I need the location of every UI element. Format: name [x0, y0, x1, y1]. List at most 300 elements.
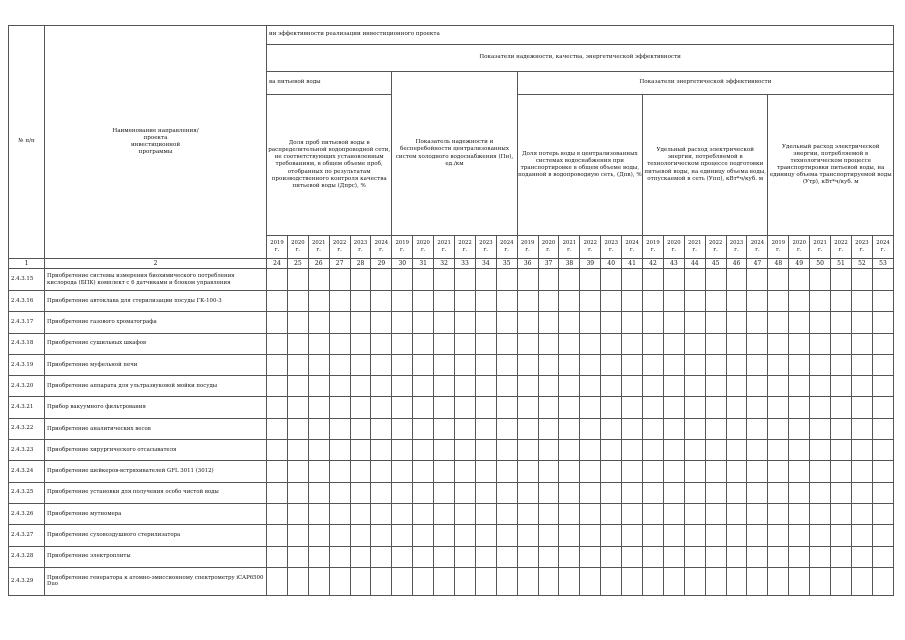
value-cell [747, 397, 768, 418]
column-number: 32 [434, 259, 455, 269]
value-cell [350, 354, 371, 375]
energy-indicator-3: Удельный расход электрической энергии, потребляемой в технологическом процессе транспортировки питьевой воды, на единицу объема транспортируемой воды (Утр), кВт*ч/куб. м [768, 95, 894, 236]
value-cell [580, 291, 601, 312]
value-cell [434, 354, 455, 375]
value-cell [475, 503, 496, 524]
year-value: 2021 [311, 239, 326, 246]
value-cell [517, 440, 538, 461]
value-cell [810, 503, 831, 524]
year-header [517, 236, 538, 259]
value-cell [267, 354, 288, 375]
value-cell [517, 482, 538, 503]
value-cell [371, 503, 392, 524]
value-cell [392, 440, 413, 461]
value-cell [517, 354, 538, 375]
value-cell [580, 354, 601, 375]
value-cell [705, 567, 726, 595]
column-number: 26 [308, 259, 329, 269]
value-cell [267, 546, 288, 567]
value-cell [810, 269, 831, 291]
value-cell [538, 546, 559, 567]
value-cell [768, 418, 789, 439]
value-cell [705, 269, 726, 291]
value-cell [622, 376, 643, 397]
value-cell [851, 397, 872, 418]
value-cell [392, 525, 413, 546]
value-cell [455, 333, 476, 354]
value-cell [329, 567, 350, 595]
year-value: 2019 [270, 239, 284, 246]
year-suffix: г. [838, 247, 844, 253]
value-cell [413, 461, 434, 482]
table-row [9, 269, 894, 291]
year-value: 2020 [291, 239, 305, 246]
year-header [872, 236, 893, 259]
value-cell [538, 312, 559, 333]
column-number: 36 [517, 259, 538, 269]
value-cell [559, 567, 580, 595]
value-cell [308, 418, 329, 439]
value-cell [622, 525, 643, 546]
value-cell [267, 525, 288, 546]
value-cell [538, 376, 559, 397]
value-cell [350, 269, 371, 291]
column-number: 38 [559, 259, 580, 269]
value-cell [287, 503, 308, 524]
value-cell [350, 546, 371, 567]
year-suffix: г. [817, 247, 823, 253]
value-cell [726, 333, 747, 354]
value-cell [601, 418, 622, 439]
value-cell [831, 482, 852, 503]
col-name-header: Наименование направления/ проекта инвестиционной программы [45, 26, 267, 259]
value-cell [747, 354, 768, 375]
table-row [9, 312, 894, 333]
value-cell [267, 333, 288, 354]
value-cell [663, 503, 684, 524]
value-cell [350, 525, 371, 546]
value-cell [789, 376, 810, 397]
value-cell [287, 376, 308, 397]
value-cell [580, 546, 601, 567]
value-cell [475, 376, 496, 397]
value-cell [601, 269, 622, 291]
value-cell [267, 291, 288, 312]
column-number: 53 [872, 259, 893, 269]
value-cell [643, 440, 664, 461]
value-cell [350, 333, 371, 354]
value-cell [810, 418, 831, 439]
value-cell [517, 376, 538, 397]
value-cell [726, 397, 747, 418]
value-cell [831, 291, 852, 312]
year-suffix: г. [629, 247, 635, 253]
row-name: Приобретение мутномера [45, 503, 267, 524]
value-cell [789, 354, 810, 375]
row-name: Приобретение аппарата для ультразвуковой мойки посуды [45, 376, 267, 397]
value-cell [329, 503, 350, 524]
value-cell [726, 525, 747, 546]
value-cell [872, 333, 893, 354]
column-number: 2 [45, 259, 267, 269]
value-cell [455, 269, 476, 291]
value-cell [622, 503, 643, 524]
year-value: 2019 [771, 239, 786, 246]
column-number: 41 [622, 259, 643, 269]
row-code: 2.4.3.19 [9, 354, 45, 375]
value-cell [496, 376, 517, 397]
value-cell [601, 461, 622, 482]
value-cell [350, 503, 371, 524]
value-cell [559, 461, 580, 482]
table-row [9, 333, 894, 354]
value-cell [747, 546, 768, 567]
value-cell [705, 418, 726, 439]
table-row [9, 546, 894, 567]
value-cell [413, 440, 434, 461]
value-cell [455, 376, 476, 397]
row-name: Приобретение автоклава для стерилизации посуды ГК-100-3 [45, 291, 267, 312]
value-cell [643, 461, 664, 482]
year-suffix: г. [880, 247, 886, 253]
value-cell [705, 482, 726, 503]
year-header [308, 236, 329, 259]
row-code: 2.4.3.16 [9, 291, 45, 312]
year-suffix: г. [692, 247, 697, 253]
value-cell [434, 312, 455, 333]
value-cell [851, 291, 872, 312]
value-cell [726, 461, 747, 482]
value-cell [538, 567, 559, 595]
value-cell [538, 482, 559, 503]
year-value: 2021 [437, 239, 451, 246]
value-cell [622, 291, 643, 312]
value-cell [455, 312, 476, 333]
value-cell [643, 354, 664, 375]
value-cell [329, 440, 350, 461]
year-value: 2019 [646, 239, 660, 246]
year-value: 2019 [395, 239, 410, 246]
row-name: Приобретение системы измерения биохимического потребления кислорода (БПК) комплект с 6 датчиками и блоком управления [45, 269, 267, 291]
year-value: 2022 [708, 239, 723, 246]
value-cell [434, 482, 455, 503]
year-value: 2022 [834, 239, 848, 246]
year-header [601, 236, 622, 259]
value-cell [329, 461, 350, 482]
value-cell [872, 397, 893, 418]
column-number: 48 [768, 259, 789, 269]
value-cell [308, 269, 329, 291]
value-cell [643, 291, 664, 312]
year-suffix: г. [588, 247, 593, 253]
year-header [622, 236, 643, 259]
value-cell [768, 440, 789, 461]
year-header [747, 236, 768, 259]
value-cell [789, 546, 810, 567]
year-value: 2019 [520, 239, 535, 246]
value-cell [538, 269, 559, 291]
year-value: 2020 [541, 239, 556, 246]
value-cell [455, 546, 476, 567]
quality-indicator: Доля проб питьевой воды в распределительной водопроводной сети, не соответствующих установленным требованиям, в общем объеме проб, отобранных по результатам производственного контроля качества питьевой воды (Дпрс), % [267, 95, 392, 236]
value-cell [329, 291, 350, 312]
value-cell [308, 291, 329, 312]
value-cell [392, 269, 413, 291]
year-suffix: г. [776, 247, 781, 253]
value-cell [643, 269, 664, 291]
value-cell [684, 333, 705, 354]
value-cell [872, 312, 893, 333]
row-name: Приобретение аналитических весов [45, 418, 267, 439]
value-cell [580, 418, 601, 439]
value-cell [392, 354, 413, 375]
value-cell [267, 440, 288, 461]
value-cell [517, 333, 538, 354]
value-cell [371, 397, 392, 418]
year-header [851, 236, 872, 259]
table-row [9, 418, 894, 439]
year-suffix: г. [274, 247, 280, 253]
value-cell [350, 291, 371, 312]
value-cell [267, 397, 288, 418]
column-number: 52 [851, 259, 872, 269]
value-cell [747, 269, 768, 291]
value-cell [287, 291, 308, 312]
value-cell [851, 525, 872, 546]
value-cell [496, 333, 517, 354]
value-cell [810, 354, 831, 375]
value-cell [496, 312, 517, 333]
year-value: 2023 [479, 239, 493, 246]
investment-indicators-table [8, 25, 894, 596]
value-cell [643, 525, 664, 546]
value-cell [810, 525, 831, 546]
value-cell [287, 333, 308, 354]
year-suffix: г. [796, 247, 802, 253]
value-cell [496, 354, 517, 375]
year-value: 2024 [750, 239, 765, 246]
value-cell [538, 397, 559, 418]
value-cell [705, 291, 726, 312]
year-suffix: г. [441, 247, 447, 253]
value-cell [810, 376, 831, 397]
value-cell [663, 440, 684, 461]
year-suffix: г. [608, 247, 614, 253]
value-cell [287, 440, 308, 461]
value-cell [496, 440, 517, 461]
value-cell [810, 546, 831, 567]
value-cell [496, 397, 517, 418]
value-cell [622, 440, 643, 461]
row-code: 2.4.3.29 [9, 567, 45, 595]
value-cell [747, 291, 768, 312]
year-header [413, 236, 434, 259]
value-cell [517, 269, 538, 291]
value-cell [726, 503, 747, 524]
value-cell [726, 269, 747, 291]
value-cell [267, 503, 288, 524]
value-cell [434, 269, 455, 291]
year-value: 2021 [813, 239, 827, 246]
year-header [267, 236, 288, 259]
value-cell [392, 397, 413, 418]
reliability-indicator: Показатель надежности и бесперебойности централизованных систем холодного водоснабжения (Пн), ед./км [392, 72, 517, 236]
value-cell [643, 397, 664, 418]
year-value: 2020 [416, 239, 430, 246]
value-cell [622, 418, 643, 439]
value-cell [329, 546, 350, 567]
table-row [9, 503, 894, 524]
year-value: 2023 [729, 239, 744, 246]
value-cell [663, 461, 684, 482]
value-cell [601, 440, 622, 461]
value-cell [872, 546, 893, 567]
value-cell [308, 461, 329, 482]
value-cell [538, 461, 559, 482]
value-cell [267, 269, 288, 291]
value-cell [496, 291, 517, 312]
value-cell [413, 418, 434, 439]
value-cell [768, 354, 789, 375]
value-cell [768, 397, 789, 418]
value-cell [663, 567, 684, 595]
value-cell [622, 397, 643, 418]
value-cell [538, 333, 559, 354]
value-cell [684, 482, 705, 503]
value-cell [747, 312, 768, 333]
year-suffix: г. [316, 247, 321, 253]
value-cell [559, 354, 580, 375]
value-cell [287, 354, 308, 375]
value-cell [601, 291, 622, 312]
value-cell [663, 376, 684, 397]
value-cell [559, 440, 580, 461]
value-cell [392, 312, 413, 333]
value-cell [329, 269, 350, 291]
value-cell [329, 376, 350, 397]
year-value: 2023 [604, 239, 618, 246]
value-cell [726, 291, 747, 312]
value-cell [789, 567, 810, 595]
column-number: 31 [413, 259, 434, 269]
row-code: 2.4.3.22 [9, 418, 45, 439]
value-cell [768, 291, 789, 312]
value-cell [768, 333, 789, 354]
year-suffix: г. [546, 247, 551, 253]
value-cell [789, 312, 810, 333]
value-cell [705, 312, 726, 333]
energy-indicator-2: Удельный расход электрической энергии, потребляемой в технологическом процессе подготовки питьевой воды, на единицу объема воды, отпускаемой в сеть (Упп), кВт*ч/куб. м [643, 95, 768, 236]
value-cell [726, 440, 747, 461]
value-cell [622, 546, 643, 567]
value-cell [789, 269, 810, 291]
value-cell [810, 397, 831, 418]
row-name: Прибор вакуумного фильтрования [45, 397, 267, 418]
value-cell [308, 312, 329, 333]
value-cell [747, 333, 768, 354]
value-cell [455, 291, 476, 312]
indicators-grid [8, 25, 894, 596]
year-suffix: г. [650, 247, 656, 253]
year-header [831, 236, 852, 259]
value-cell [496, 546, 517, 567]
col-no-header: № п/п [9, 26, 45, 259]
year-value: 2024 [876, 239, 890, 246]
value-cell [789, 418, 810, 439]
value-cell [559, 482, 580, 503]
value-cell [538, 291, 559, 312]
year-suffix: г. [337, 247, 342, 253]
value-cell [663, 482, 684, 503]
value-cell [684, 525, 705, 546]
value-cell [622, 567, 643, 595]
value-cell [705, 376, 726, 397]
value-cell [434, 546, 455, 567]
value-cell [413, 354, 434, 375]
value-cell [643, 546, 664, 567]
value-cell [580, 440, 601, 461]
value-cell [851, 376, 872, 397]
value-cell [622, 333, 643, 354]
value-cell [622, 354, 643, 375]
year-header [475, 236, 496, 259]
value-cell [392, 291, 413, 312]
row-name: Приобретение газового хроматографа [45, 312, 267, 333]
value-cell [810, 482, 831, 503]
value-cell [496, 269, 517, 291]
value-cell [643, 567, 664, 595]
value-cell [622, 269, 643, 291]
group-title: ии эффективности реализации инвестиционного проекта [267, 26, 894, 45]
value-cell [413, 503, 434, 524]
column-number: 34 [475, 259, 496, 269]
value-cell [496, 525, 517, 546]
table-row [9, 397, 894, 418]
year-suffix: г. [400, 247, 405, 253]
value-cell [663, 312, 684, 333]
column-number: 27 [329, 259, 350, 269]
value-cell [726, 546, 747, 567]
value-cell [831, 567, 852, 595]
value-cell [392, 567, 413, 595]
value-cell [434, 376, 455, 397]
value-cell [580, 567, 601, 595]
value-cell [872, 269, 893, 291]
value-cell [580, 269, 601, 291]
value-cell [789, 440, 810, 461]
value-cell [559, 397, 580, 418]
value-cell [768, 503, 789, 524]
value-cell [747, 525, 768, 546]
value-cell [643, 333, 664, 354]
value-cell [831, 461, 852, 482]
value-cell [350, 567, 371, 595]
value-cell [517, 525, 538, 546]
value-cell [663, 418, 684, 439]
year-value: 2022 [458, 239, 472, 246]
value-cell [455, 461, 476, 482]
value-cell [413, 291, 434, 312]
value-cell [747, 376, 768, 397]
value-cell [705, 525, 726, 546]
year-header [538, 236, 559, 259]
row-code: 2.4.3.20 [9, 376, 45, 397]
value-cell [831, 397, 852, 418]
value-cell [789, 397, 810, 418]
value-cell [851, 546, 872, 567]
value-cell [434, 291, 455, 312]
value-cell [831, 312, 852, 333]
